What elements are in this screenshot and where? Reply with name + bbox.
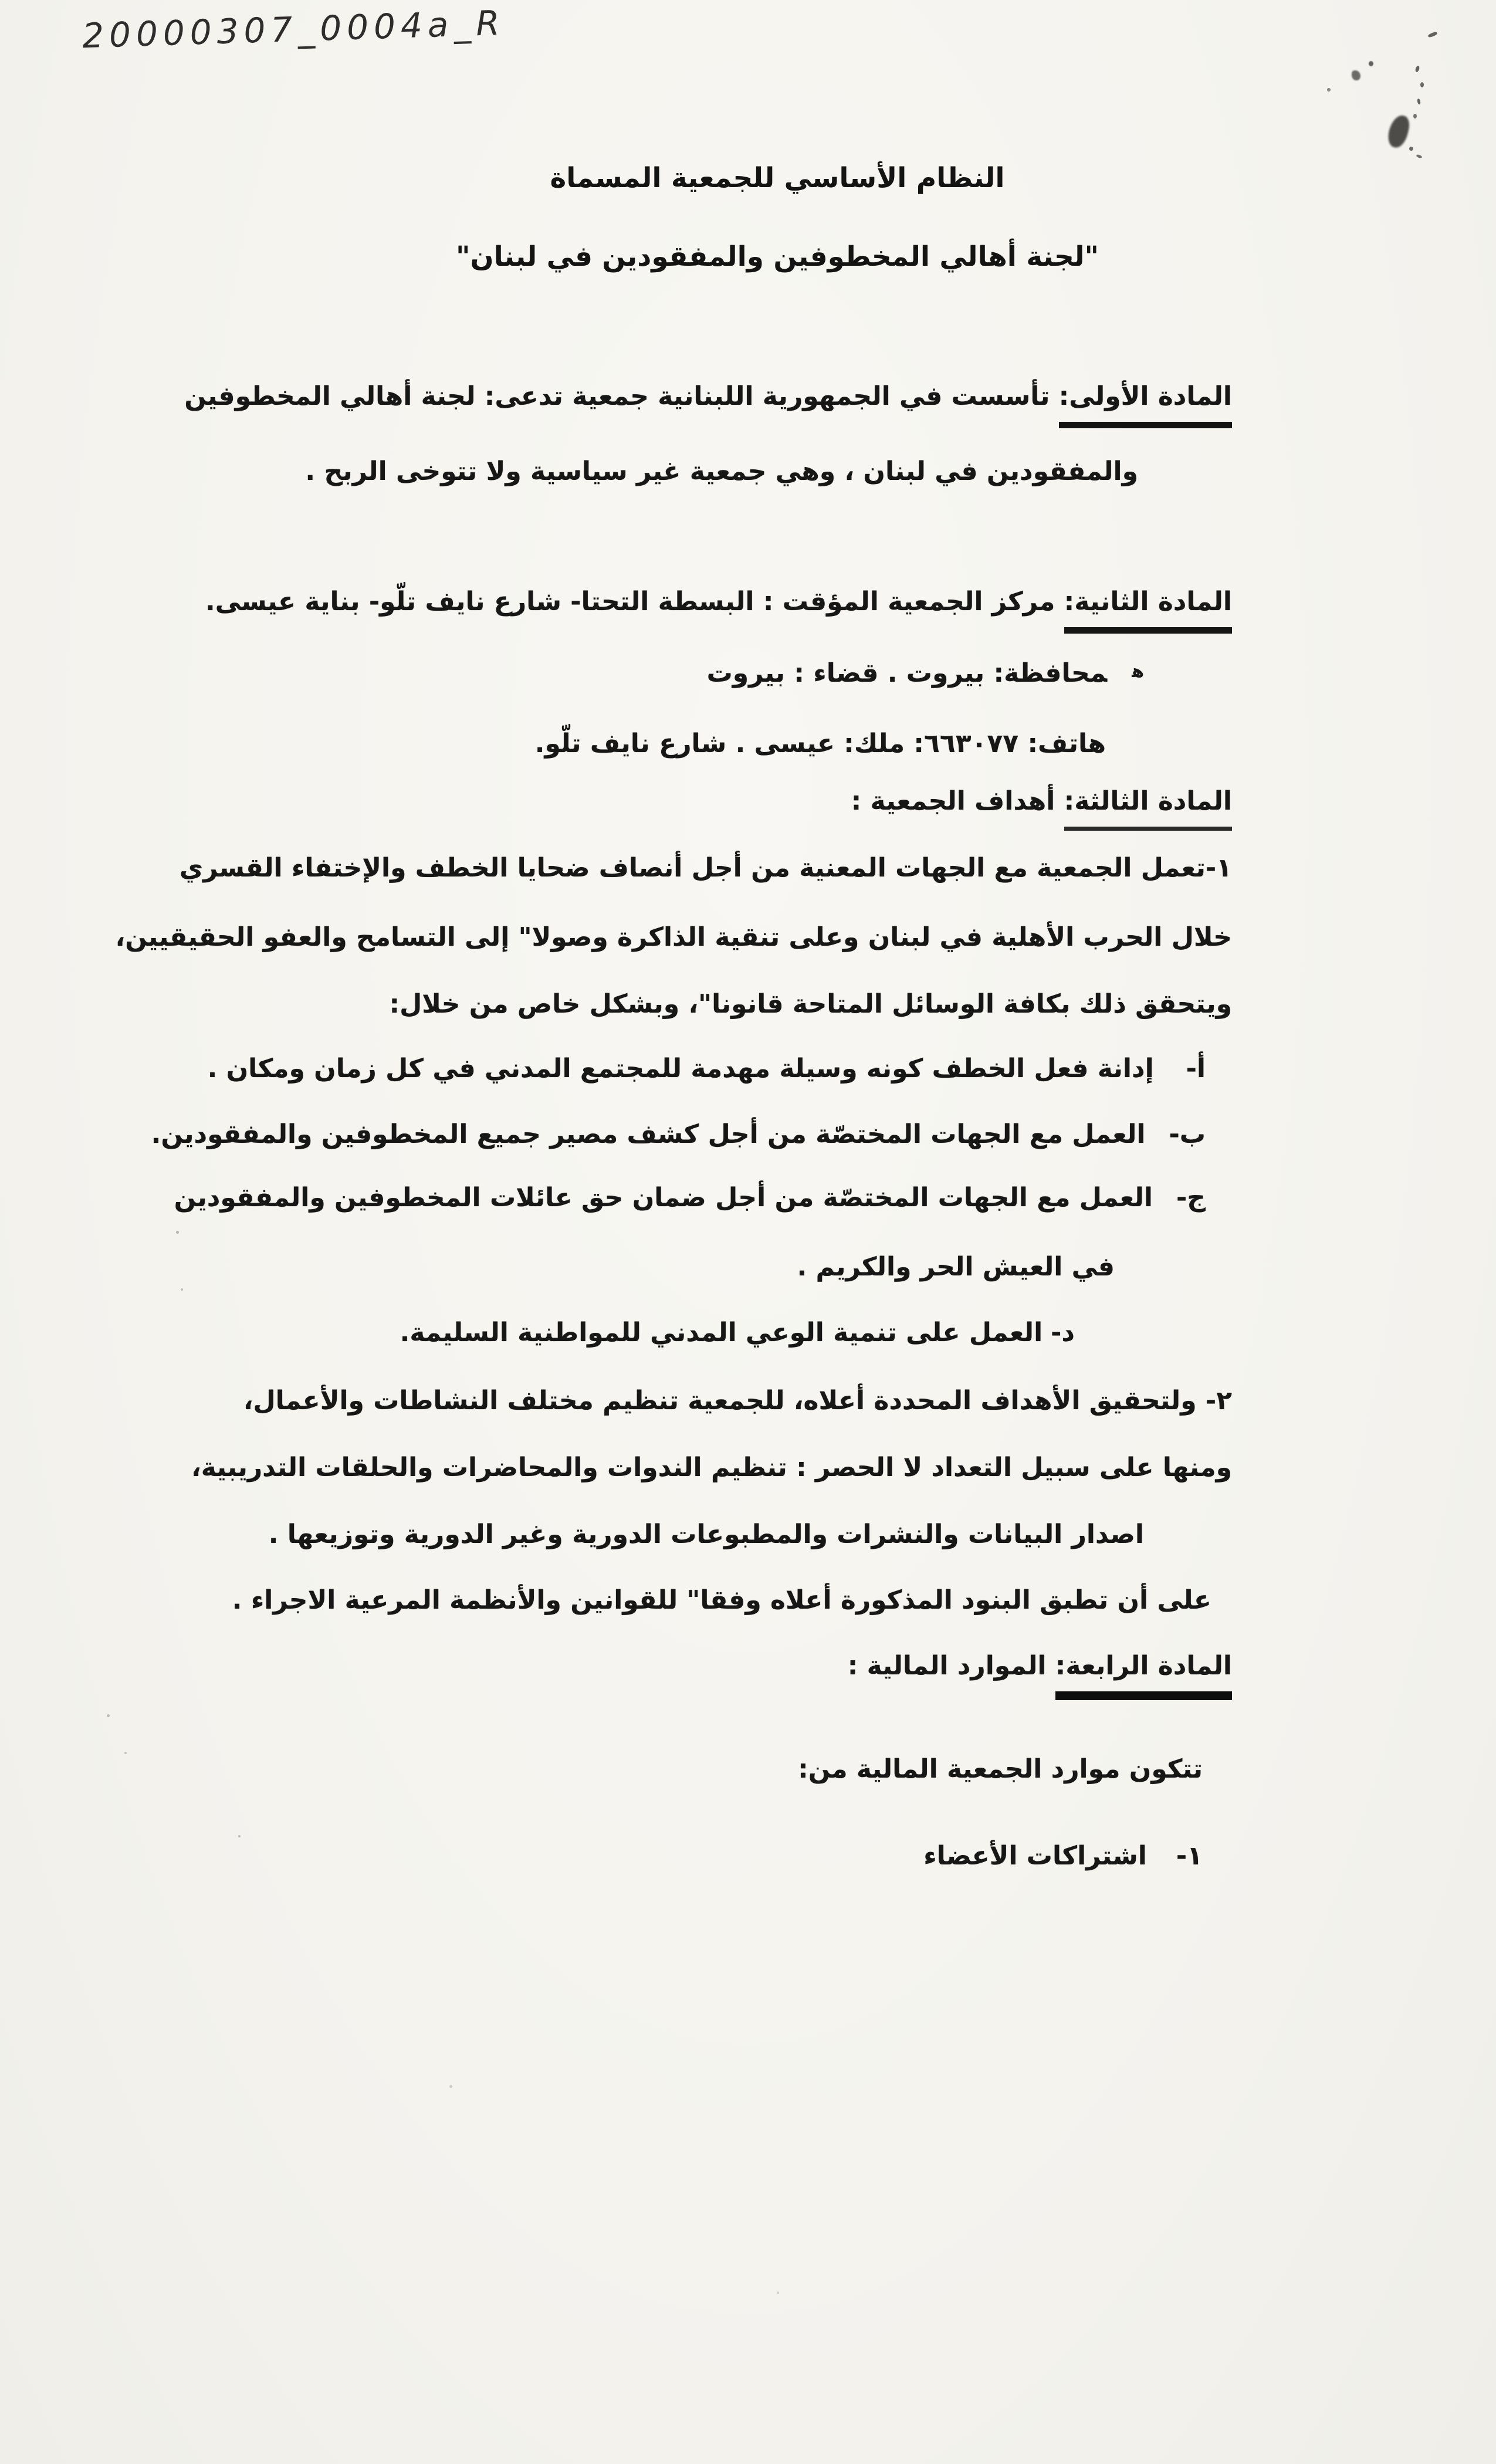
scan-speck: [124, 1752, 127, 1754]
item-a-text: إدانة فعل الخطف كونه وسيلة مهدمة للمجتمع المدني في كل زمان ومكان .: [207, 1054, 1154, 1084]
article4-resources-text: الموارد المالية :: [847, 1651, 1055, 1681]
article1-opening-text: تأسست في الجمهورية اللبنانية جمعية تدعى: لجنة أهالي المخطوفين: [184, 381, 1059, 411]
article1-line2: والمفقودين في لبنان ، وهي جمعية غير سياسية ولا تتوخى الربح .: [305, 456, 1138, 486]
item-b-text: العمل مع الجهات المختصّة من أجل كشف مصير جميع المخطوفين والمفقودين.: [151, 1119, 1146, 1149]
scan-speck: [107, 1714, 110, 1717]
ink-speck: [1416, 154, 1422, 158]
article3-item-a: [208, 1052, 1206, 1085]
article4-heading-line: [848, 1650, 1232, 1700]
ink-speck: [1327, 88, 1331, 92]
article2-governorate-line: [707, 657, 1144, 689]
article3-goals-text: أهداف الجمعية :: [851, 786, 1064, 816]
scan-speck: [181, 1288, 183, 1291]
article2-line1: [205, 585, 1232, 634]
article4-heading: المادة الرابعة:: [1055, 1650, 1232, 1700]
article3-item-c-continuation: في العيش الحر والكريم .: [797, 1252, 1115, 1282]
article3-heading: المادة الثالثة:: [1064, 785, 1232, 831]
scan-speck: [777, 2292, 779, 2294]
article3-paragraph2-line2: ومنها على سبيل التعداد لا الحصر : تنظيم الندوات والمحاضرات والحلقات التدريبية،: [191, 1453, 1232, 1483]
article3-paragraph1-line3: ويتحقق ذلك بكافة الوسائل المتاحة قانونا"، وبشكل خاص من خلال:: [389, 989, 1232, 1019]
ink-speck: [1352, 70, 1360, 80]
article3-item-d: [400, 1316, 1075, 1349]
item-c-label: ج-: [1176, 1183, 1206, 1213]
item-a-label: أ-: [1186, 1054, 1206, 1084]
article3-paragraph2-line3: اصدار البيانات والنشرات والمطبوعات الدورية وغير الدورية وتوزيعها .: [268, 1519, 1144, 1549]
article3-paragraph1-line1: ١-تعمل الجمعية مع الجهات المعنية من أجل أنصاف ضحايا الخطف والإختفاء القسري: [179, 853, 1232, 883]
article2-phone-line: هاتف: ٦٦٣٠٧٧: ملك: عيسى . شارع نايف تلّو.: [534, 729, 1106, 759]
item-c-text: العمل مع الجهات المختصّة من أجل ضمان حق عائلات المخطوفين والمفقودين: [174, 1183, 1153, 1213]
ink-speck: [1413, 114, 1417, 119]
ink-speck: [1409, 147, 1413, 151]
article3-item-b: [151, 1118, 1206, 1150]
scan-speck: [238, 1835, 241, 1837]
article4-line2: تتكون موارد الجمعية المالية من:: [798, 1754, 1203, 1784]
ink-speck: [1427, 31, 1437, 38]
scan-speck: [176, 1231, 179, 1234]
scan-speck: [449, 2085, 452, 2088]
article4-item1: [923, 1840, 1203, 1872]
handwritten-reference-note: 20000307_0004a_R: [82, 2, 506, 56]
ink-blot: [1386, 113, 1412, 150]
article3-paragraph2-line1: ٢- ولتحقيق الأهداف المحددة أعلاه، للجمعية تنظيم مختلف النشاطات والأعمال،: [243, 1386, 1232, 1416]
item-1-text: اشتراكات الأعضاء: [923, 1841, 1147, 1871]
item-d-text: العمل على تنمية الوعي المدني للمواطنية السليمة.: [400, 1318, 1043, 1348]
document-title-line1: النظام الأساسي للجمعية المسماة: [550, 162, 1005, 194]
article1-line1: [184, 380, 1232, 428]
article2-heading: المادة الثانية:: [1064, 585, 1232, 634]
article2-governorate-text: محافظة: بيروت . قضاء : بيروت: [706, 658, 1108, 688]
article3-item-c: [174, 1182, 1206, 1214]
ink-speck: [1414, 65, 1420, 72]
ink-speck: [1420, 82, 1424, 87]
article2-address-text: مركز الجمعية المؤقت : البسطة التحتا- شارع نايف تلّو- بناية عيسى.: [205, 587, 1064, 617]
article1-heading: المادة الأولى:: [1059, 380, 1232, 428]
article3-heading-line: [851, 785, 1232, 831]
ink-speck: [1369, 61, 1373, 66]
item-1-label: ١-: [1176, 1841, 1203, 1871]
article3-paragraph1-line2: خلال الحرب الأهلية في لبنان وعلى تنقية الذاكرة وصولا" إلى التسامح والعفو الحقيقيين،: [115, 922, 1232, 952]
bullet-mark: ه: [1132, 661, 1144, 682]
article3-paragraph2-line4: على أن تطبق البنود المذكورة أعلاه وفقا" للقوانين والأنظمة المرعية الاجراء .: [232, 1585, 1211, 1615]
document-title-line2: "لجنة أهالي المخطوفين والمفقودين في لبنان": [456, 241, 1099, 273]
item-b-label: ب-: [1169, 1119, 1206, 1149]
ink-speck: [1417, 99, 1421, 105]
item-d-label: د-: [1051, 1318, 1075, 1348]
